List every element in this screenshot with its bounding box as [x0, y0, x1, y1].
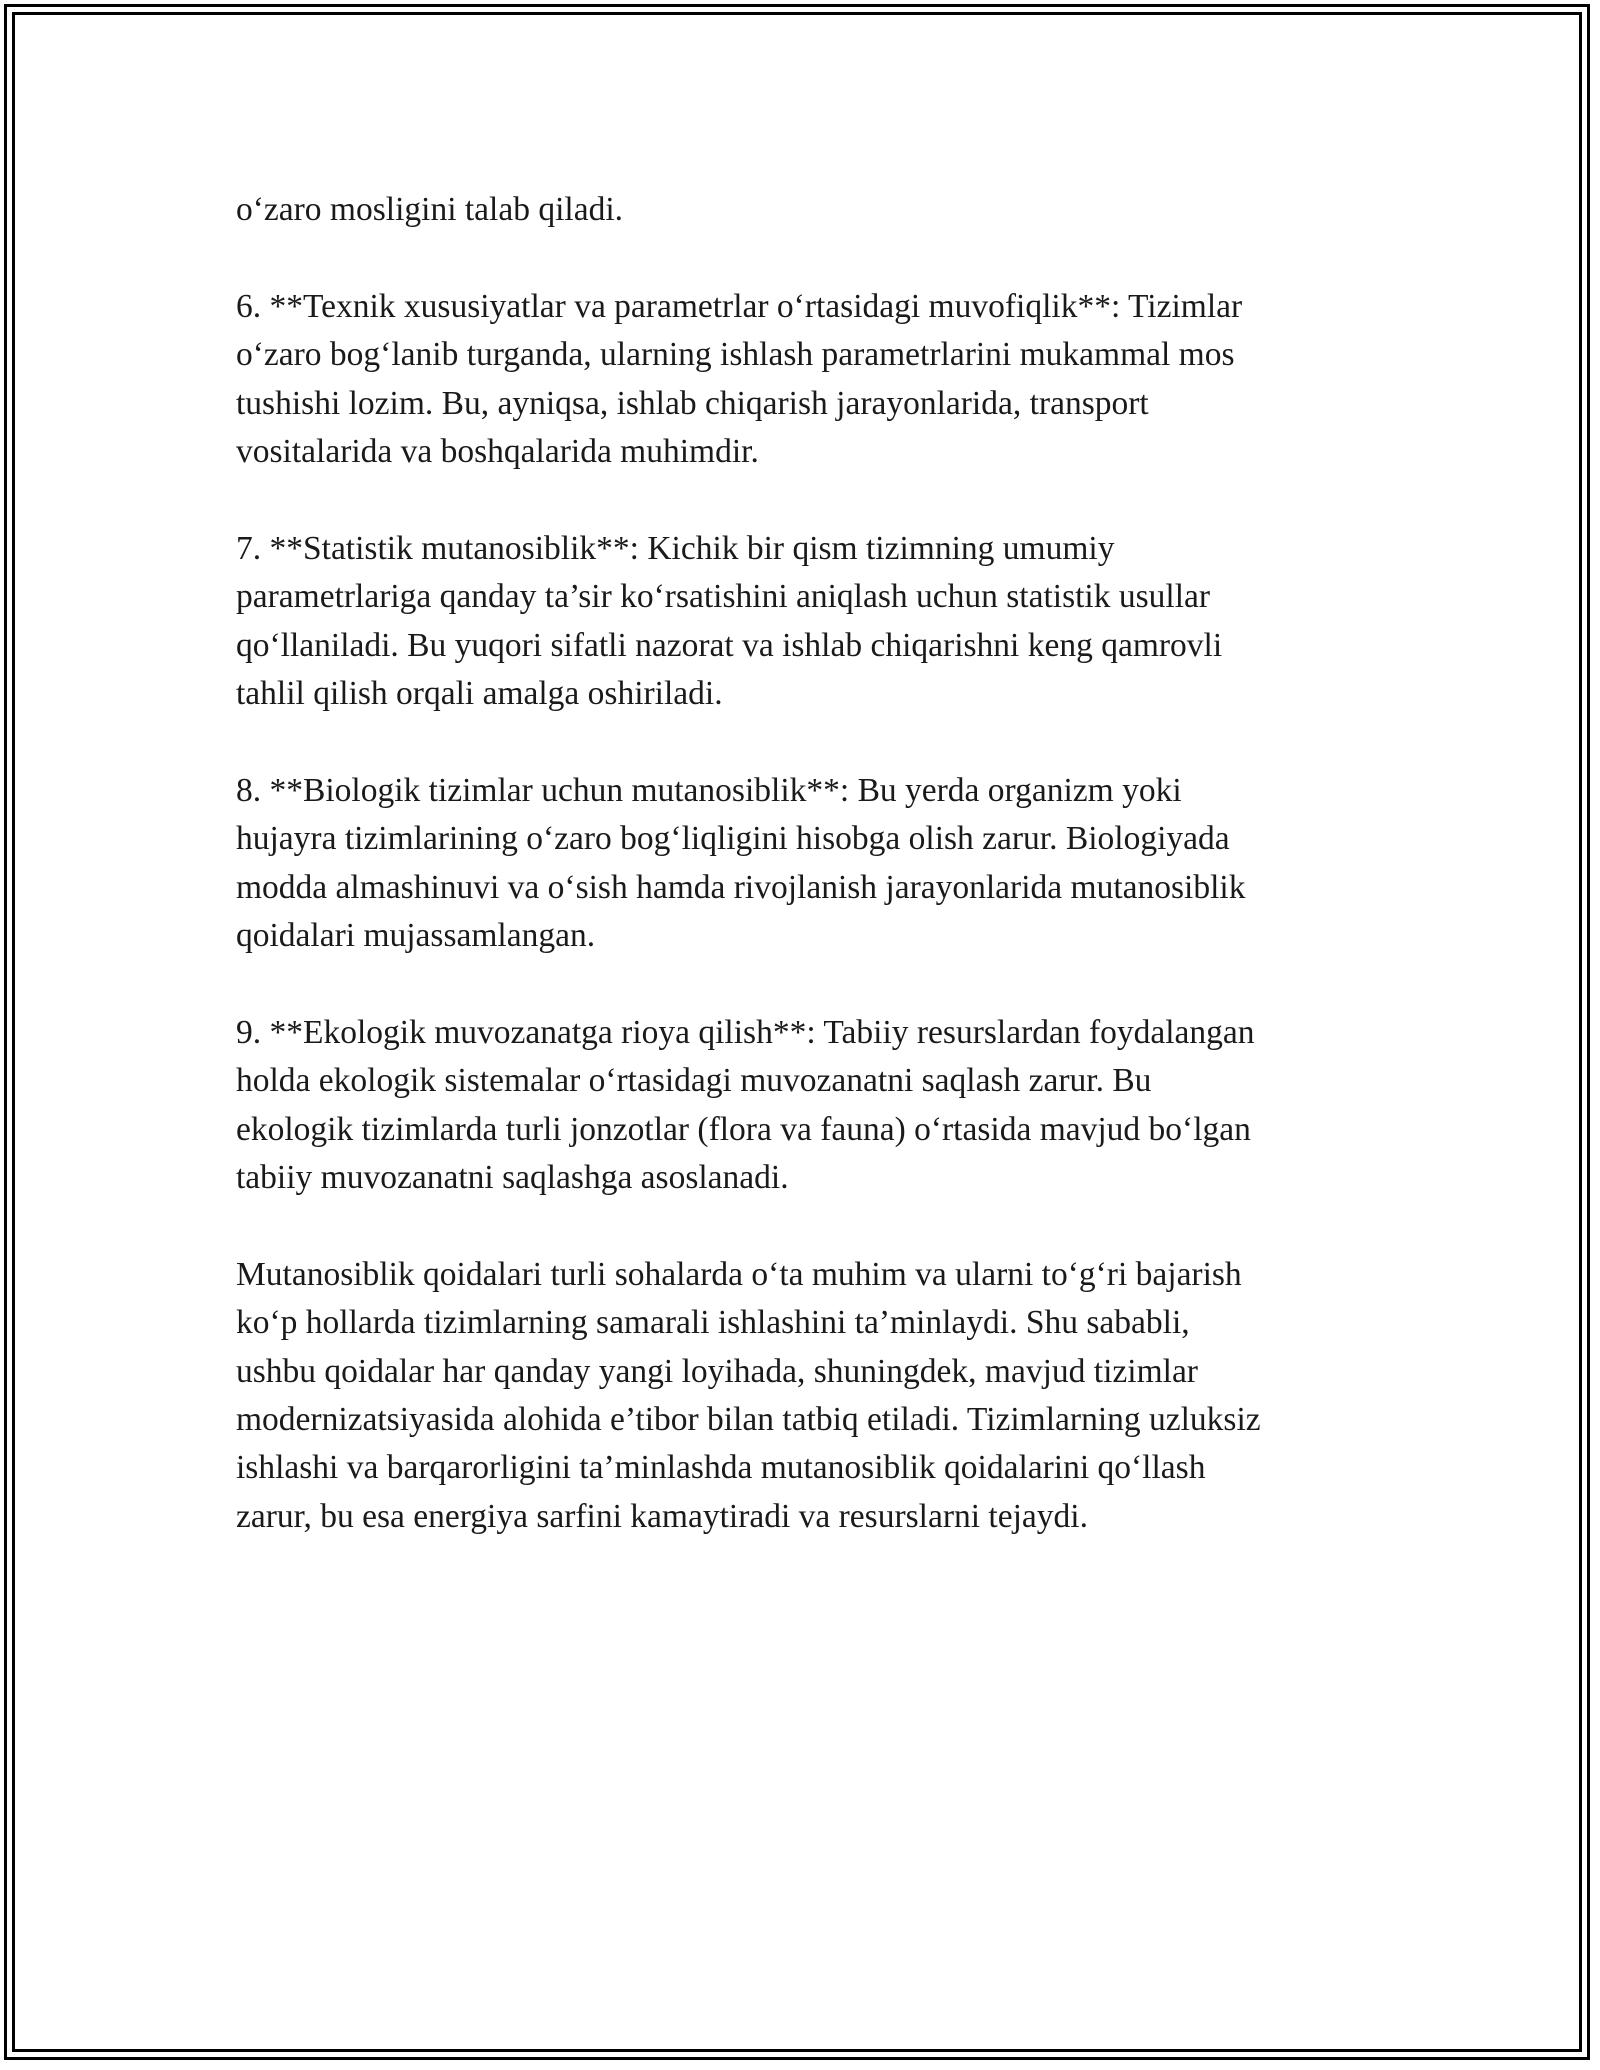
text-line: vositalarida va boshqalarida muhimdir. [236, 433, 759, 471]
text-line: zarur, bu esa energiya sarfini kamaytiradi va resurslarni tejaydi. [236, 1497, 1088, 1535]
text-line: ushbu qoidalar har qanday yangi loyihada, shuningdek, mavjud tizimlar [236, 1352, 1198, 1390]
text-line: 6. **Texnik xususiyatlar va parametrlar o‘rtasidagi muvofiqlik**: Tizimlar [236, 287, 1243, 325]
paragraph-conclusion [236, 1251, 1376, 1541]
paragraph-item-6 [236, 283, 1376, 477]
paragraph-item-8 [236, 767, 1376, 961]
text-line: 9. **Ekologik muvozanatga rioya qilish**: Tabiiy resurslardan foydalangan [236, 1013, 1255, 1051]
text-line: parametrlariga qanday ta’sir ko‘rsatishini aniqlash uchun statistik usullar [236, 578, 1211, 616]
text-line: Mutanosiblik qoidalari turli sohalarda o‘ta muhim va ularni to‘g‘ri bajarish [236, 1255, 1242, 1293]
paragraph-item-7 [236, 525, 1376, 719]
text-line: tahlil qilish orqali amalga oshiriladi. [236, 675, 723, 713]
text-line: o‘zaro mosligini talab qiladi. [236, 191, 624, 228]
text-line: ekologik tizimlarda turli jonzotlar (flora va fauna) o‘rtasida mavjud bo‘lgan [236, 1110, 1251, 1148]
text-line: ishlashi va barqarorligini ta’minlashda mutanosiblik qoidalarini qo‘llash [236, 1449, 1206, 1487]
text-line: holda ekologik sistemalar o‘rtasidagi muvozanatni saqlash zarur. Bu [236, 1062, 1152, 1100]
text-line: modernizatsiyasida alohida e’tibor bilan tatbiq etiladi. Tizimlarning uzluksiz [236, 1401, 1261, 1439]
paragraph-continuation [236, 186, 1376, 234]
text-line: o‘zaro bog‘lanib turganda, ularning ishlash parametrlarini mukammal mos [236, 336, 1235, 374]
text-line: tabiiy muvozanatni saqlashga asoslanadi. [236, 1159, 789, 1197]
paragraph-item-9 [236, 1009, 1376, 1203]
text-line: modda almashinuvi va o‘sish hamda rivojlanish jarayonlarida mutanosiblik [236, 868, 1246, 906]
text-line: hujayra tizimlarining o‘zaro bog‘liqligini hisobga olish zarur. Biologiyada [236, 820, 1230, 858]
document-body [236, 186, 1376, 1590]
text-line: ko‘p hollarda tizimlarning samarali ishlashini ta’minlaydi. Shu sababli, [236, 1304, 1190, 1342]
text-line: qoidalari mujassamlangan. [236, 917, 596, 955]
text-line: tushishi lozim. Bu, ayniqsa, ishlab chiqarish jarayonlarida, transport [236, 384, 1149, 422]
text-line: qo‘llaniladi. Bu yuqori sifatli nazorat va ishlab chiqarishni keng qamrovli [236, 626, 1223, 664]
text-line: 8. **Biologik tizimlar uchun mutanosiblik**: Bu yerda organizm yoki [236, 771, 1182, 809]
text-line: 7. **Statistik mutanosiblik**: Kichik bir qism tizimning umumiy [236, 529, 1115, 567]
